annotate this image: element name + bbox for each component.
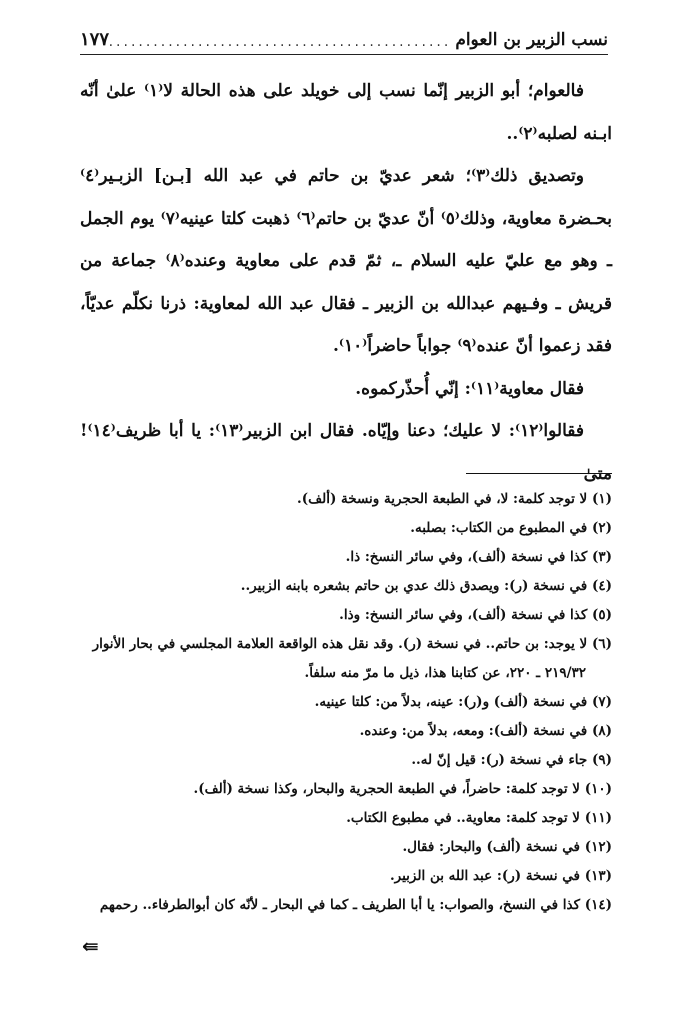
footnote-12: (١٢) في نسخة (ألف) والبحار: فقال.	[402, 839, 612, 855]
page-header	[80, 20, 608, 55]
left-arrow-icon: ⇚	[82, 934, 99, 958]
running-title: نسب الزبير بن العوام	[455, 30, 608, 50]
body-paragraph-4: فقالوا⁽١٢⁾: لا عليك؛ دعنا وإيّاه. فقال ابن الزبير⁽١٣⁾: يا أبا ظريف⁽١٤⁾! متىٰ	[80, 421, 612, 484]
footnote-10: (١٠) لا توجد كلمة: حاضراً، في الطبعة الحجرية والبحار، وكذا نسخة (ألف).	[193, 781, 612, 797]
footnote-14: (١٤) كذا في النسخ، والصواب: يا أبا الطريف ـ كما في البحار ـ لأنّه كان أبوالطرفاء.. رحمهم	[99, 897, 612, 913]
header-dot-leader: ..............................................	[109, 34, 452, 50]
footnote-7: (٧) في نسخة (ألف) و(ر): عينه، بدلاً من: كلتا عينيه.	[314, 694, 612, 710]
footnote-4: (٤) في نسخة (ر): ويصدق ذلك عدي بن حاتم بشعره بابنه الزبير..	[240, 578, 612, 594]
footnote-1: (١) لا توجد كلمة: لا، في الطبعة الحجرية ونسخة (ألف).	[297, 491, 612, 507]
footnote-3: (٣) كذا في نسخة (ألف)، وفي سائر النسخ: ذا.	[345, 549, 612, 565]
main-text	[80, 70, 612, 495]
footnotes	[80, 485, 612, 920]
footnote-9: (٩) جاء في نسخة (ر): قيل إنّ له..	[411, 752, 612, 768]
footnote-6: (٦) لا يوجد: بن حاتم.. في نسخة (ر). وقد نقل هذه الواقعة العلامة المجلسي في بحار الأنوار	[92, 636, 612, 652]
body-paragraph-3: فقال معاوية⁽١١⁾: إنّي أُحذّركموه.	[355, 378, 584, 399]
footnote-5: (٥) كذا في نسخة (ألف)، وفي سائر النسخ: وذا.	[339, 607, 612, 623]
footnote-13: (١٣) في نسخة (ر): عبد الله بن الزبير.	[389, 868, 612, 884]
footnote-2: (٢) في المطبوع من الكتاب: بصلبه.	[410, 520, 612, 536]
body-paragraph-2: وتصديق ذلك⁽٣⁾؛ شعر عديّ بن حاتم في عبد الله [بـن] الزبـير⁽٤⁾ بحـضرة معاوية، وذلك⁽٥⁾ أنّ عديّ بن حاتم⁽٦⁾ ذهبت كلتا عينيه⁽٧⁾ يوم الجمل ـ وهو مع عليّ عليه السلام ـ، ثمّ قدم على معاوية وعنده⁽٨⁾ جماعة من قريش ـ وفـيهم عبدالله بن الزبير ـ فقال عبد الله لمعاوية: ذرنا نكلّم عديّاً، فقد زعموا أنّ عنده⁽٩⁾ جواباً حاضراً⁽١٠⁾.	[80, 166, 612, 356]
page-number: ١٧٧	[80, 29, 110, 50]
footnote-11: (١١) لا توجد كلمة: معاوية.. في مطبوع الكتاب.	[346, 810, 612, 826]
body-paragraph-1: فالعوام؛ أبو الزبير إنّما نسب إلى خويلد على هذه الحالة لا⁽١⁾ علىٰ أنّه ابـنه لصلبه⁽٢⁾..	[80, 81, 612, 144]
footnote-separator	[466, 473, 612, 474]
footnote-8: (٨) في نسخة (ألف): ومعه، بدلاً من: وعنده.	[359, 723, 612, 739]
footnote-6-continued: ٢١٩/٣٢ ـ ٢٢٠، عن كتابنا هذا، ذيل ما مرّ منه سلفاً.	[304, 665, 586, 681]
